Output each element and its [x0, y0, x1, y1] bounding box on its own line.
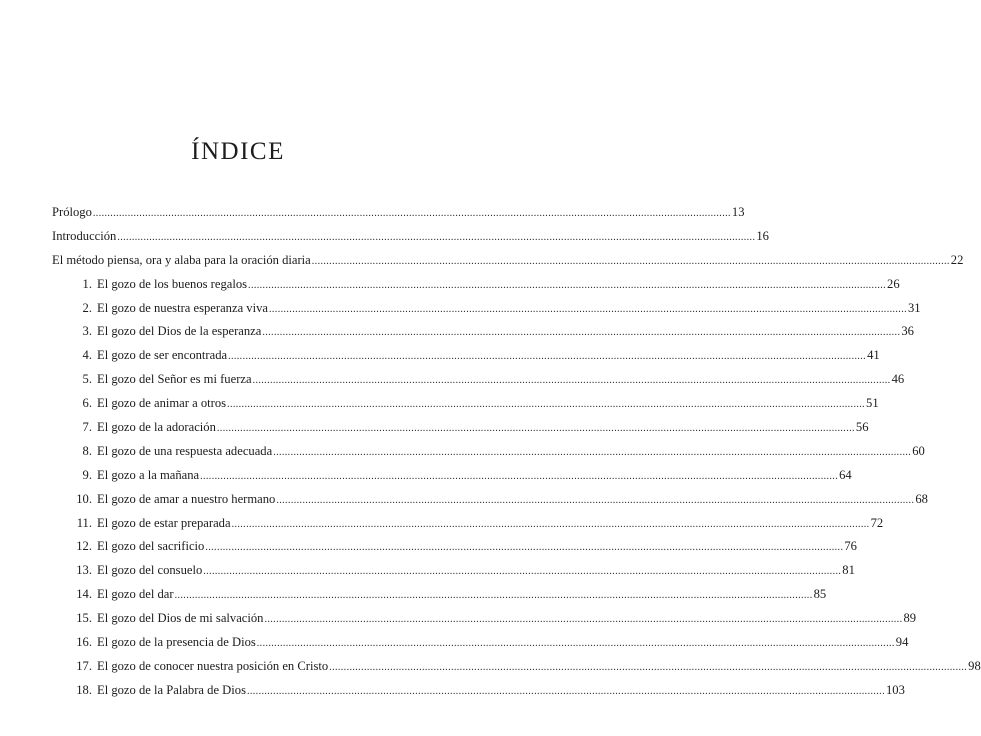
- toc-entry-title: El gozo del sacrificio: [97, 539, 205, 554]
- toc-entry: [52, 563, 855, 587]
- toc-entry: [52, 348, 880, 372]
- toc-entry-title: El gozo del Dios de la esperanza: [97, 324, 262, 339]
- toc-entry-page-number: 81: [842, 563, 855, 578]
- toc-entry-number: 9.: [82, 467, 92, 482]
- dot-leader: ............................................................................................................................................................................................................................: [227, 399, 866, 411]
- toc-entry-number: 15.: [76, 611, 92, 626]
- toc-entry-page-number: 13: [731, 205, 745, 219]
- toc-entry: [52, 491, 928, 516]
- toc-entry: [52, 658, 981, 683]
- toc-entry: [52, 635, 909, 659]
- dot-leader: ............................................................................................................................................................................................................................: [273, 446, 912, 458]
- dot-leader: ............................................................................................................................................................................................................................: [264, 614, 903, 626]
- toc-entry-title: El método piensa, ora y alaba para la oración diaria: [52, 252, 311, 267]
- toc-entry: [52, 205, 745, 229]
- toc-entry-number: 8.: [82, 443, 92, 458]
- toc-entry-page-number: 22: [950, 252, 964, 267]
- toc-entry-title: Introducción: [52, 228, 117, 243]
- toc-entry-number: 3.: [82, 324, 92, 339]
- toc-entry: [52, 515, 884, 540]
- toc-entry: [52, 587, 827, 611]
- toc-entry-title: El gozo de conocer nuestra posición en Cristo: [97, 658, 329, 673]
- toc-entry-title: Prólogo: [52, 205, 92, 219]
- table-of-contents: [52, 205, 981, 707]
- dot-leader: ............................................................................................................................................................................................................................: [203, 566, 842, 578]
- toc-entry-page-number: 85: [813, 587, 827, 602]
- dot-leader: ............................................................................................................................................................................................................................: [117, 231, 756, 243]
- toc-entry: [52, 682, 905, 707]
- toc-entry-number: 7.: [82, 420, 92, 435]
- toc-entry-title: El gozo del Dios de mi salvación: [97, 611, 264, 626]
- toc-entry-number: 16.: [76, 635, 92, 650]
- dot-leader: ............................................................................................................................................................................................................................: [200, 470, 839, 482]
- toc-entry-title: El gozo a la mañana: [97, 467, 200, 482]
- toc-entry-page-number: 36: [901, 324, 914, 339]
- toc-entry-number: 4.: [82, 348, 92, 363]
- toc-entry: [52, 228, 769, 253]
- toc-entry-number: 6.: [82, 396, 92, 411]
- toc-entry-title: El gozo de una respuesta adecuada: [97, 443, 273, 458]
- toc-entry: [52, 611, 917, 635]
- toc-entry-page-number: 89: [903, 611, 917, 626]
- dot-leader: ............................................................................................................................................................................................................................: [92, 208, 731, 219]
- toc-entry-number: 2.: [82, 300, 92, 315]
- toc-entry: [52, 300, 921, 325]
- toc-entry-title: El gozo de animar a otros: [97, 396, 227, 411]
- dot-leader: ............................................................................................................................................................................................................................: [216, 423, 855, 435]
- toc-entry-page-number: 16: [756, 228, 769, 243]
- toc-entry: [52, 539, 857, 563]
- dot-leader: ............................................................................................................................................................................................................................: [256, 638, 895, 650]
- toc-entry-title: El gozo de nuestra esperanza viva: [97, 300, 268, 315]
- toc-entry-page-number: 26: [887, 276, 900, 291]
- toc-entry-title: El gozo de la adoración: [97, 420, 216, 435]
- toc-entry: [52, 467, 852, 492]
- toc-entry: [52, 276, 900, 301]
- page-title: ÍNDICE: [191, 138, 285, 165]
- toc-entry-number: 5.: [82, 372, 92, 387]
- dot-leader: ............................................................................................................................................................................................................................: [228, 351, 867, 363]
- toc-entry-page-number: 72: [870, 515, 884, 530]
- dot-leader: ............................................................................................................................................................................................................................: [276, 494, 915, 506]
- dot-leader: ............................................................................................................................................................................................................................: [248, 279, 887, 291]
- toc-entry-page-number: 68: [915, 491, 928, 506]
- toc-entry-number: 18.: [76, 682, 92, 697]
- toc-entry-number: 11.: [76, 515, 92, 530]
- toc-entry-page-number: 31: [908, 300, 921, 315]
- toc-entry-title: El gozo del dar: [97, 587, 174, 602]
- toc-entry-title: El gozo de ser encontrada: [97, 348, 228, 363]
- toc-entry-page-number: 41: [867, 348, 880, 363]
- toc-entry-page-number: 76: [844, 539, 857, 554]
- toc-entry-page-number: 46: [891, 372, 905, 387]
- toc-entry-title: El gozo de la Palabra de Dios: [97, 682, 246, 697]
- dot-leader: ............................................................................................................................................................................................................................: [246, 685, 885, 697]
- toc-entry-title: El gozo del consuelo: [97, 563, 203, 578]
- toc-entry-page-number: 51: [866, 396, 879, 411]
- toc-entry: [52, 252, 964, 277]
- toc-entry-title: El gozo de la presencia de Dios: [97, 635, 256, 650]
- toc-entry-number: 13.: [76, 563, 92, 578]
- toc-entry-page-number: 98: [968, 658, 981, 673]
- toc-entry: [52, 420, 869, 444]
- toc-entry-title: El gozo de estar preparada: [97, 515, 231, 530]
- dot-leader: ............................................................................................................................................................................................................................: [252, 375, 891, 387]
- dot-leader: ............................................................................................................................................................................................................................: [231, 518, 870, 530]
- toc-entry-page-number: 64: [839, 467, 852, 482]
- dot-leader: ............................................................................................................................................................................................................................: [262, 327, 901, 339]
- toc-entry-page-number: 60: [912, 443, 925, 458]
- toc-entry: [52, 396, 879, 420]
- toc-entry-number: 10.: [76, 491, 92, 506]
- toc-entry: [52, 372, 905, 396]
- toc-entry: [52, 324, 914, 348]
- toc-entry-title: El gozo de amar a nuestro hermano: [97, 491, 276, 506]
- toc-entry: [52, 443, 925, 468]
- toc-entry-number: 1.: [82, 276, 92, 291]
- toc-entry-number: 17.: [76, 658, 92, 673]
- toc-entry-number: 12.: [76, 539, 92, 554]
- toc-entry-title: El gozo del Señor es mi fuerza: [97, 372, 252, 387]
- toc-entry-page-number: 103: [885, 682, 905, 697]
- dot-leader: ............................................................................................................................................................................................................................: [329, 661, 968, 673]
- dot-leader: ............................................................................................................................................................................................................................: [269, 303, 907, 315]
- dot-leader: ............................................................................................................................................................................................................................: [311, 255, 950, 267]
- toc-entry-title: El gozo de los buenos regalos: [97, 276, 248, 291]
- toc-entry-page-number: 94: [895, 635, 909, 650]
- dot-leader: ............................................................................................................................................................................................................................: [174, 590, 813, 602]
- dot-leader: ............................................................................................................................................................................................................................: [205, 542, 844, 554]
- toc-entry-page-number: 56: [855, 420, 869, 435]
- toc-entry-number: 14.: [76, 587, 92, 602]
